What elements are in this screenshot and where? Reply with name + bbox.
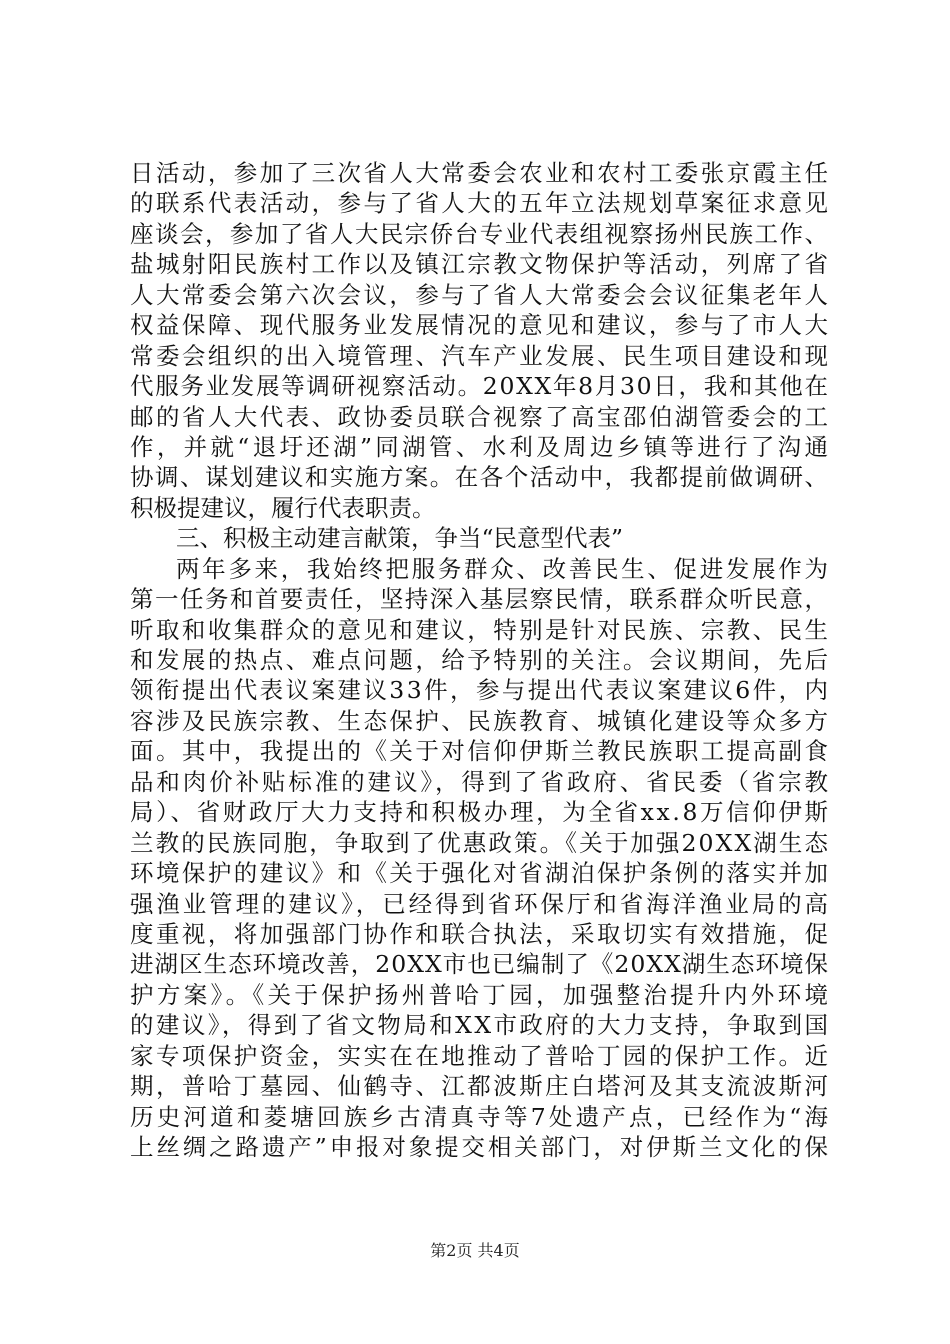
text-line: 常委会组织的出入境管理、汽车产业发展、民生项目建设和现 bbox=[130, 341, 831, 370]
text-line: 度重视，将加强部门协作和联合执法，采取切实有效措施，促 bbox=[130, 919, 831, 948]
text-line: 局）、省财政厅大力支持和积极办理，为全省xx.8万信仰伊斯 bbox=[130, 798, 831, 827]
text-line: 期，普哈丁墓园、仙鹤寺、江都波斯庄白塔河及其支流波斯河 bbox=[130, 1072, 831, 1101]
text-line: 协调、谋划建议和实施方案。在各个活动中，我都提前做调研、 bbox=[130, 463, 830, 492]
text-line: 的建议》，得到了省文物局和XX市政府的大力支持，争取到国 bbox=[130, 1011, 831, 1040]
text-line: 盐城射阳民族村工作以及镇江宗教文物保护等活动，列席了省 bbox=[130, 250, 831, 279]
text-line: 历史河道和菱塘回族乡古清真寺等7处遗产点，已经作为“海 bbox=[130, 1102, 832, 1131]
page-footer: 第2页 共4页 bbox=[430, 1241, 520, 1260]
text-line: 兰教的民族同胞，争取到了优惠政策。《关于加强20XX湖生态 bbox=[130, 828, 831, 857]
section-heading: 三、积极主动建言献策，争当“民意型代表” bbox=[176, 524, 624, 553]
text-line: 日活动，参加了三次省人大常委会农业和农村工委张京霞主任 bbox=[130, 159, 831, 187]
text-line: 领衔提出代表议案建议33件，参与提出代表议案建议6件，内 bbox=[130, 676, 831, 705]
text-line: 品和肉价补贴标准的建议》，得到了省政府、省民委（省宗教 bbox=[130, 767, 831, 796]
text-line: 和发展的热点、难点问题，给予特别的关注。会议期间，先后 bbox=[130, 646, 831, 674]
text-line: 上丝绸之路遗产”申报对象提交相关部门，对伊斯兰文化的保 bbox=[130, 1133, 831, 1161]
text-line: 面。其中，我提出的《关于对信仰伊斯兰教民族职工提高副食 bbox=[130, 737, 831, 766]
document-body bbox=[130, 158, 832, 1162]
text-line: 进湖区生态环境改善，20XX市也已编制了《20XX湖生态环境保 bbox=[130, 950, 830, 979]
text-line: 环境保护的建议》和《关于强化对省湖泊保护条例的落实并加 bbox=[130, 859, 831, 888]
text-line: 容涉及民族宗教、生态保护、民族教育、城镇化建设等众多方 bbox=[130, 706, 831, 735]
text-line: 护方案》。《关于保护扬州普哈丁园，加强整治提升内外环境 bbox=[130, 980, 832, 1009]
text-line: 积极提建议，履行代表职责。 bbox=[130, 493, 436, 522]
text-line: 代服务业发展等调研视察活动。20XX年8月30日，我和其他在 bbox=[130, 372, 830, 401]
text-line: 座谈会，参加了省人大民宗侨台专业代表组视察扬州民族工作、 bbox=[130, 219, 830, 248]
text-line: 两年多来，我始终把服务群众、改善民生、促进发展作为 bbox=[176, 554, 831, 583]
text-line: 第一任务和首要责任，坚持深入基层察民情，联系群众听民意， bbox=[130, 585, 830, 614]
text-line: 的联系代表活动，参与了省人大的五年立法规划草案征求意见 bbox=[130, 189, 831, 218]
text-line: 权益保障、现代服务业发展情况的意见和建议，参与了市人大 bbox=[130, 311, 831, 340]
text-line: 家专项保护资金，实实在在地推动了普哈丁园的保护工作。近 bbox=[130, 1041, 831, 1070]
text-line: 人大常委会第六次会议，参与了省人大常委会会议征集老年人 bbox=[130, 280, 831, 309]
text-line: 作，并就“退圩还湖”同湖管、水利及周边乡镇等进行了沟通 bbox=[130, 432, 832, 461]
text-line: 听取和收集群众的意见和建议，特别是针对民族、宗教、民生 bbox=[130, 615, 831, 644]
text-line: 邮的省人大代表、政协委员联合视察了高宝邵伯湖管委会的工 bbox=[130, 402, 831, 431]
text-line: 强渔业管理的建议》，已经得到省环保厅和省海洋渔业局的高 bbox=[130, 889, 831, 918]
